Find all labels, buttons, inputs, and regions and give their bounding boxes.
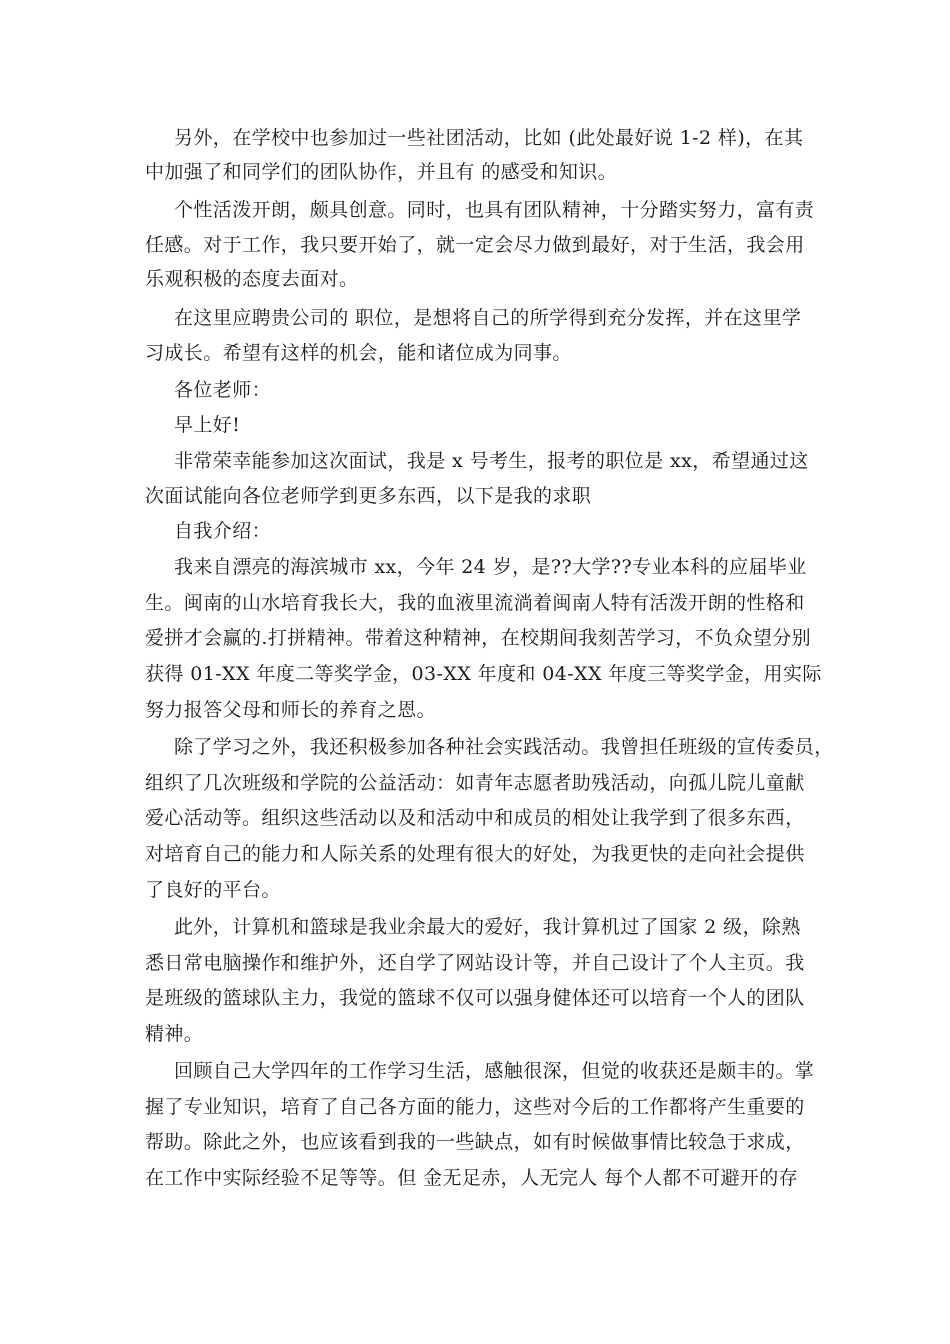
text-line: 此外，计算机和篮球是我业余最大的爱好，我计算机过了国家 2 级，除熟	[174, 916, 801, 938]
text-line: 悉日常电脑操作和维护外，还自学了网站设计等，并自己设计了个人主页。我	[145, 952, 805, 974]
text-line: 努力报答父母和师长的养育之恩。	[145, 699, 437, 721]
text-line: 早上好!	[174, 414, 241, 436]
text-line: 生。闽南的山水培育我长大，我的血液里流淌着闽南人特有活泼开朗的性格和	[145, 592, 805, 614]
text-line: 任感。对于工作，我只要开始了，就一定会尽力做到最好，对于生活，我会用	[145, 234, 805, 256]
text-line: 了良好的平台。	[145, 879, 281, 901]
text-line: 自我介绍：	[174, 520, 272, 542]
text-line: 非常荣幸能参加这次面试，我是 x 号考生，报考的职位是 xx，希望通过这	[174, 450, 809, 472]
text-line: 次面试能向各位老师学到更多东西，以下是我的求职	[145, 485, 592, 507]
text-line: 另外，在学校中也参加过一些社团活动，比如 (此处最好说 1-2 样)，在其	[174, 127, 804, 149]
text-line: 握了专业知识，培育了自己各方面的能力，这些对今后的工作都将产生重要的	[145, 1096, 805, 1118]
text-line: 是班级的篮球队主力，我觉的篮球不仅可以强身健体还可以培育一个人的团队	[145, 987, 805, 1009]
text-line: 组织了几次班级和学院的公益活动：如青年志愿者助残活动，向孤儿院儿童献	[145, 772, 805, 794]
text-line: 爱心活动等。组织这些活动以及和活动中和成员的相处让我学到了很多东西，	[145, 807, 805, 829]
text-line: 爱拼才会赢的.打拼精神。带着这种精神，在校期间我刻苦学习，不负众望分别	[145, 627, 812, 649]
text-line: 对培育自己的能力和人际关系的处理有很大的好处，为我更快的走向社会提供	[145, 843, 805, 865]
text-line: 除了学习之外，我还积极参加各种社会实践活动。我曾担任班级的宣传委员，	[174, 736, 834, 758]
text-line: 精神。	[145, 1023, 204, 1045]
text-line: 回顾自己大学四年的工作学习生活，感触很深，但觉的收获还是颇丰的。掌	[174, 1060, 815, 1082]
text-line: 我来自漂亮的海滨城市 xx，今年 24 岁，是??大学??专业本科的应届毕业	[174, 556, 807, 578]
text-line: 各位老师：	[174, 379, 272, 401]
text-line: 在工作中实际经验不足等等。但 金无足赤，人无完人 每个人都不可避开的存	[145, 1167, 799, 1189]
text-line: 习成长。希望有这样的机会，能和诸位成为同事。	[145, 342, 572, 364]
text-line: 中加强了和同学们的团队协作，并且有 的感受和知识。	[145, 161, 618, 183]
text-line: 乐观积极的态度去面对。	[145, 268, 359, 290]
text-line: 在这里应聘贵公司的 职位，是想将自己的所学得到充分发挥，并在这里学	[174, 307, 802, 329]
text-line: 个性活泼开朗，颇具创意。同时，也具有团队精神，十分踏实努力，富有责	[174, 199, 815, 221]
text-line: 获得 01-XX 年度二等奖学金，03-XX 年度和 04-XX 年度三等奖学金，用实际	[145, 663, 822, 685]
text-line: 帮助。除此之外，也应该看到我的一些缺点，如有时候做事情比较急于求成，	[145, 1131, 805, 1153]
